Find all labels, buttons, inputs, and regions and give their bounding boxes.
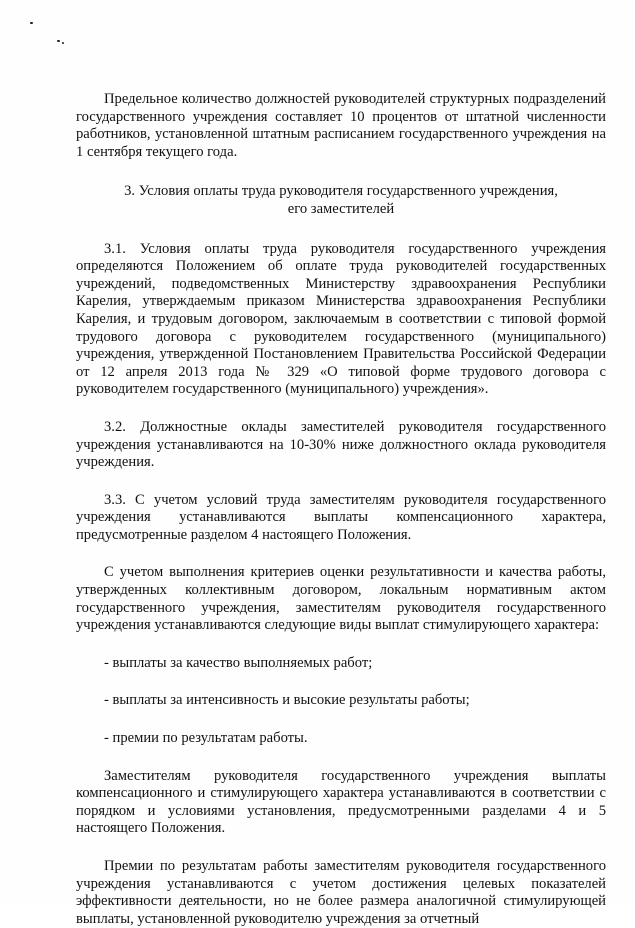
paragraph-intro: Предельное количество должностей руководителей структурных подразделений государственного учреждения составляет 10 процентов от штатной численности работников, установленной штатным расписанием государственного учреждения на 1 сентября текущего года. xyxy=(76,91,606,160)
paragraph-3-2: 3.2. Должностные оклады заместителей руководителя государственного учреждения устанавливаются на 10-30% ниже должностного оклада руководителя учреждения. xyxy=(76,418,606,471)
paragraph-bonus: Премии по результатам работы заместителям руководителя государственного учреждения устанавливаются с учетом достижения целевых показателей эффективности деятельности, но не более размера аналогичной стимулирующей выплаты, установленной руководителю учреждения за отчетный xyxy=(76,858,606,927)
paragraph-3-3: 3.3. С учетом условий труда заместителям руководителя государственного учреждения устанавливаются выплаты компенсационного характера, предусмотренные разделом 4 настоящего Положения. xyxy=(76,491,606,543)
paragraph-deputies-payments: Заместителям руководителя государственного учреждения выплаты компенсационного и стимулирующего характера устанавливаются в соответствии с порядком и условиями установления, предусмотренными разделами 4 и 5 настоящего Положения. xyxy=(76,767,606,837)
scan-speck xyxy=(62,42,64,44)
document-body xyxy=(76,91,606,928)
section-heading-line1: 3. Условия оплаты труда руководителя государственного учреждения, xyxy=(124,183,558,200)
paragraph-3-1: 3.1. Условия оплаты труда руководителя государственного учреждения определяются Положением об оплате труда руководителей государственных учреждений, подведомственных Министерству здравоохранения Республики Карелия, утверждаемым приказом Министерства здравоохранения Республики Карелия, и трудовым договором, заключаемым в соответствии с типовой формой трудового договора с руководителем государственного (муниципального) учреждения, утвержденной Постановлением Правительства Российской Федерации от 12 апреля 2013 года № 329 «О типовой форме трудового договора с руководителем государственного (муниципального) учреждения». xyxy=(76,240,606,398)
section-heading-line2: его заместителей xyxy=(287,200,395,217)
scan-speck xyxy=(57,40,60,42)
scan-speck xyxy=(30,22,33,24)
paragraph-criteria: С учетом выполнения критериев оценки результативности и качества работы, утвержденных коллективным договором, локальным нормативным актом государственного учреждения, заместителям руководителя государственного учреждения устанавливаются следующие виды выплат стимулирующего характера: xyxy=(76,564,606,634)
list-item-quality: - выплаты за качество выполняемых работ; xyxy=(104,654,373,671)
list-item-intensity: - выплаты за интенсивность и высокие результаты работы; xyxy=(104,692,470,709)
list-item-bonuses: - премии по результатам работы. xyxy=(104,730,308,747)
